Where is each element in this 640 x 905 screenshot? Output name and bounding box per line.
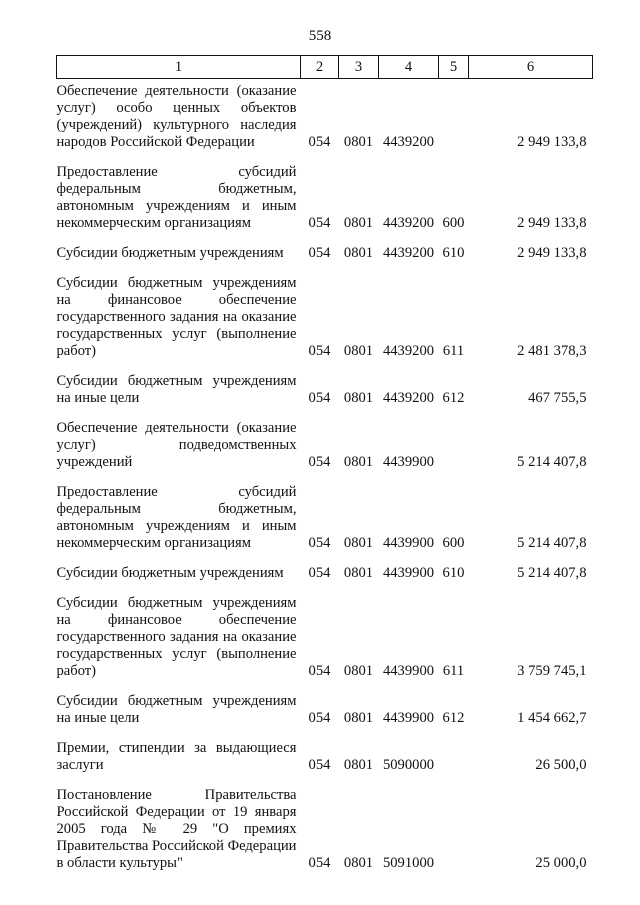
row-ministry-code: 054 — [308, 663, 331, 679]
row-amount: 5 214 407,8 — [517, 454, 587, 470]
row-target-code: 4439900 — [382, 565, 435, 581]
row-amount: 2 949 133,8 — [517, 215, 587, 231]
row-amount: 2 949 133,8 — [517, 245, 587, 261]
row-ministry-code: 054 — [308, 565, 331, 581]
row-section-code: 0801 — [343, 710, 374, 726]
row-target-code: 4439200 — [382, 390, 435, 406]
row-target-code: 5091000 — [382, 855, 435, 871]
table-row — [57, 373, 593, 420]
row-name: Субсидии бюджетным учреждениям на финансовое обеспечение государственного задания на оказание государственных услуг (выполнение работ) — [56, 595, 297, 679]
row-target-code: 5090000 — [382, 757, 435, 773]
row-target-code: 4439200 — [382, 134, 435, 150]
row-amount: 5 214 407,8 — [517, 535, 587, 551]
row-target-code: 4439200 — [382, 245, 435, 261]
table-row — [57, 565, 593, 595]
row-section-code: 0801 — [343, 343, 374, 359]
row-expense-code — [439, 420, 469, 484]
row-amount: 1 454 662,7 — [517, 710, 587, 726]
row-ministry-code: 054 — [308, 454, 331, 470]
row-name: Обеспечение деятельности (оказание услуг) подведомственных учреждений — [56, 420, 297, 470]
row-section-code: 0801 — [343, 390, 374, 406]
table-header-row — [57, 56, 593, 79]
row-ministry-code: 054 — [308, 757, 331, 773]
row-target-code: 4439900 — [382, 710, 435, 726]
table-row — [57, 79, 593, 165]
row-ministry-code: 054 — [308, 245, 331, 261]
row-target-code: 4439900 — [382, 535, 435, 551]
header-col-name: 1 — [57, 56, 301, 79]
table-row — [57, 693, 593, 740]
header-col-target: 4 — [379, 56, 439, 79]
row-target-code: 4439900 — [382, 663, 435, 679]
row-amount: 2 949 133,8 — [517, 134, 587, 150]
row-section-code: 0801 — [343, 855, 374, 871]
row-ministry-code: 054 — [308, 390, 331, 406]
table-row — [57, 420, 593, 484]
row-target-code: 4439900 — [382, 454, 435, 470]
row-ministry-code: 054 — [308, 710, 331, 726]
row-amount: 467 755,5 — [528, 390, 587, 406]
table-row — [57, 164, 593, 245]
table-row — [57, 275, 593, 373]
row-section-code: 0801 — [343, 454, 374, 470]
row-amount: 3 759 745,1 — [517, 663, 587, 679]
page-number: 558 — [308, 28, 332, 44]
row-section-code: 0801 — [343, 565, 374, 581]
row-name: Субсидии бюджетным учреждениям — [56, 565, 284, 581]
table-row — [57, 245, 593, 275]
row-expense-code: 611 — [442, 343, 465, 359]
budget-table — [56, 55, 593, 885]
row-amount: 2 481 378,3 — [517, 343, 587, 359]
row-section-code: 0801 — [343, 535, 374, 551]
table-row — [57, 484, 593, 565]
row-expense-code — [439, 79, 469, 165]
row-section-code: 0801 — [343, 757, 374, 773]
row-name: Субсидии бюджетным учреждениям на финансовое обеспечение государственного задания на оказание государственных услуг (выполнение работ) — [56, 275, 297, 359]
row-section-code: 0801 — [343, 215, 374, 231]
header-col-ministry: 2 — [301, 56, 339, 79]
row-ministry-code: 054 — [308, 343, 331, 359]
row-amount: 5 214 407,8 — [517, 565, 587, 581]
row-expense-code — [439, 740, 469, 787]
row-name: Субсидии бюджетным учреждениям на иные цели — [56, 693, 297, 726]
row-expense-code: 612 — [442, 710, 465, 726]
row-target-code: 4439200 — [382, 343, 435, 359]
row-expense-code: 611 — [442, 663, 465, 679]
row-section-code: 0801 — [343, 663, 374, 679]
row-section-code: 0801 — [343, 134, 374, 150]
header-col-expense: 5 — [439, 56, 469, 79]
table-row — [57, 787, 593, 885]
row-name: Премии, стипендии за выдающиеся заслуги — [56, 740, 297, 773]
header-col-amount: 6 — [469, 56, 593, 79]
row-name: Предоставление субсидий федеральным бюджетным, автономным учреждениям и иным некоммерческим организациям — [56, 484, 297, 551]
header-col-section: 3 — [339, 56, 379, 79]
row-expense-code: 610 — [442, 565, 465, 581]
row-expense-code: 612 — [442, 390, 465, 406]
table-row — [57, 740, 593, 787]
row-name: Обеспечение деятельности (оказание услуг) особо ценных объектов (учреждений) культурного наследия народов Российской Федерации — [56, 83, 297, 150]
row-expense-code: 600 — [442, 535, 465, 551]
row-expense-code: 600 — [442, 215, 465, 231]
row-ministry-code: 054 — [308, 855, 331, 871]
row-ministry-code: 054 — [308, 134, 331, 150]
table-row — [57, 595, 593, 693]
row-ministry-code: 054 — [308, 535, 331, 551]
row-name: Субсидии бюджетным учреждениям на иные цели — [56, 373, 297, 406]
row-amount: 25 000,0 — [535, 855, 587, 871]
row-ministry-code: 054 — [308, 215, 331, 231]
row-name: Предоставление субсидий федеральным бюджетным, автономным учреждениям и иным некоммерческим организациям — [56, 164, 297, 231]
row-section-code: 0801 — [343, 245, 374, 261]
row-name: Субсидии бюджетным учреждениям — [56, 245, 284, 261]
row-target-code: 4439200 — [382, 215, 435, 231]
row-expense-code — [439, 787, 469, 885]
row-expense-code: 610 — [442, 245, 465, 261]
row-name: Постановление Правительства Российской Федерации от 19 января 2005 года № 29 "О премиях Правительства Российской Федерации в области культуры" — [56, 787, 297, 871]
row-amount: 26 500,0 — [535, 757, 587, 773]
